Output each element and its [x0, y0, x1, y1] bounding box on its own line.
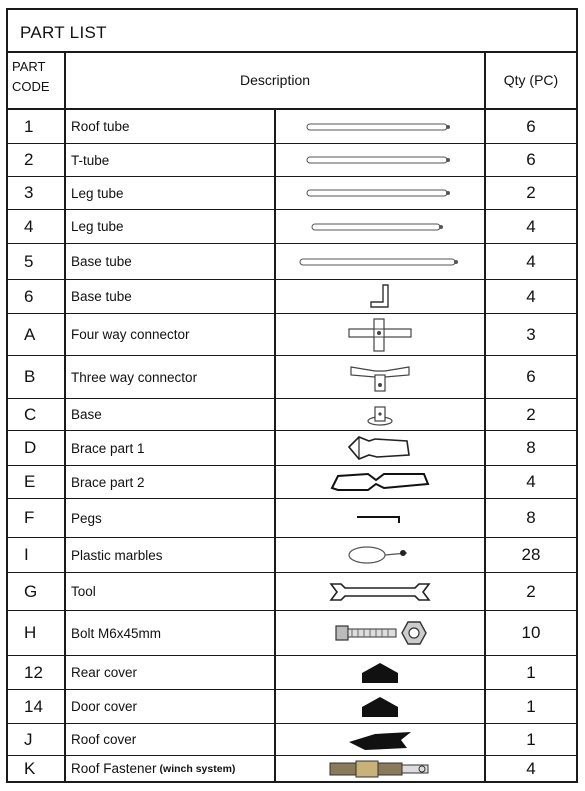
part-description-text: Plastic marbles [71, 547, 163, 563]
part-description-text: Rear cover [71, 665, 138, 680]
part-qty: 4 [526, 251, 536, 271]
part-code: F [8, 499, 66, 537]
part-code: 5 [8, 244, 66, 279]
part-description-text: Bolt M6x45mm [71, 625, 162, 641]
part-code: C [8, 399, 66, 430]
part-description-text: T-tube [71, 152, 110, 168]
part-qty: 4 [526, 216, 536, 236]
bolt-nut-icon [276, 611, 486, 655]
table-row [8, 431, 576, 466]
table-row [8, 399, 576, 431]
door-cover-icon [276, 690, 486, 723]
part-description-text: Leg tube [71, 185, 124, 201]
part-description-text: Base tube [71, 289, 132, 304]
part-description [66, 656, 276, 689]
part-code: 3 [8, 177, 66, 209]
brace-part-2-icon [276, 466, 486, 498]
part-description [66, 499, 276, 537]
part-description-note: (winch system) [159, 762, 236, 775]
base-plate-icon [276, 399, 486, 430]
part-code: H [8, 611, 66, 655]
part-description [66, 399, 276, 430]
table-row [8, 538, 576, 573]
part-description [66, 210, 276, 243]
part-qty: 1 [526, 662, 536, 682]
part-code: A [8, 314, 66, 355]
part-code: I [8, 538, 66, 572]
title-row [8, 10, 576, 53]
part-description [66, 244, 276, 279]
part-qty: 2 [526, 183, 536, 202]
part-code: 1 [8, 110, 66, 143]
part-qty: 1 [526, 729, 536, 749]
part-description-text: Three way connector [71, 369, 198, 385]
four-way-connector-icon [276, 314, 486, 355]
part-qty: 3 [526, 324, 536, 344]
table-row [8, 177, 576, 210]
header-code-line1: PART [12, 59, 46, 74]
part-qty: 1 [526, 696, 536, 716]
part-description [66, 110, 276, 143]
part-code: 14 [8, 690, 66, 723]
marble-cord-icon [276, 538, 486, 572]
rear-cover-icon [276, 656, 486, 689]
table-row [8, 499, 576, 538]
part-qty: 10 [521, 623, 541, 642]
part-description-text: Brace part 1 [71, 440, 145, 456]
part-description [66, 466, 276, 498]
part-code: 4 [8, 210, 66, 243]
part-code: D [8, 431, 66, 465]
part-code: G [8, 573, 66, 610]
part-qty: 8 [526, 508, 536, 527]
part-code: E [8, 466, 66, 498]
three-way-connector-icon [276, 356, 486, 398]
table-row [8, 573, 576, 611]
table-row [8, 466, 576, 499]
long-tube-icon [276, 244, 486, 279]
part-description-text: Roof tube [71, 119, 130, 134]
header-part-code [8, 53, 66, 110]
part-code: K [8, 756, 66, 781]
part-description-text: Leg tube [71, 219, 124, 234]
part-description-text: Pegs [71, 510, 102, 526]
peg-icon [276, 499, 486, 537]
part-qty: 2 [526, 581, 536, 601]
brace-part-1-icon [276, 431, 486, 465]
part-description-text: Four way connector [71, 327, 190, 342]
table-row [8, 724, 576, 756]
part-description [66, 611, 276, 655]
table-row [8, 611, 576, 656]
part-qty: 2 [526, 404, 536, 424]
part-qty: 6 [526, 367, 536, 386]
part-description [66, 431, 276, 465]
part-description [66, 573, 276, 610]
page-title: PART LIST [20, 23, 107, 42]
table-row [8, 110, 576, 144]
part-code: 6 [8, 280, 66, 313]
part-description-text: Roof cover [71, 732, 137, 747]
part-qty: 6 [526, 116, 536, 136]
part-description [66, 314, 276, 355]
table-row [8, 656, 576, 690]
part-qty: 4 [526, 286, 536, 306]
part-description [66, 144, 276, 176]
table-row [8, 356, 576, 399]
part-description [66, 690, 276, 723]
part-qty: 8 [526, 438, 536, 457]
part-description [66, 538, 276, 572]
part-description [66, 280, 276, 313]
part-list-table [6, 8, 578, 783]
header-code-line2: CODE [12, 79, 50, 94]
part-description-text: Roof Fastener [71, 761, 157, 776]
part-description-text: Brace part 2 [71, 474, 145, 490]
part-description-text: Door cover [71, 699, 138, 714]
part-description-text: Base [71, 407, 102, 422]
table-row [8, 756, 576, 781]
part-code: B [8, 356, 66, 398]
part-description [66, 724, 276, 755]
table-row [8, 210, 576, 244]
table-row [8, 244, 576, 280]
part-qty: 28 [521, 545, 541, 564]
wrench-icon [276, 573, 486, 610]
part-qty: 4 [526, 472, 536, 491]
short-tube-icon [276, 210, 486, 243]
part-qty: 4 [526, 758, 536, 778]
table-row [8, 144, 576, 177]
tube-icon [276, 144, 486, 176]
corner-tube-icon [276, 280, 486, 313]
part-code: 2 [8, 144, 66, 176]
winch-fastener-icon [276, 756, 486, 781]
table-row [8, 280, 576, 314]
part-description-text: Base tube [71, 254, 132, 269]
part-description [66, 177, 276, 209]
part-description [66, 356, 276, 398]
part-code: J [8, 724, 66, 755]
tube-icon [276, 110, 486, 143]
roof-cover-icon [276, 724, 486, 755]
part-description-text: Tool [71, 584, 96, 599]
part-description [66, 756, 276, 781]
header-description: Description [66, 53, 486, 110]
tube-icon [276, 177, 486, 209]
table-row [8, 690, 576, 724]
part-qty: 6 [526, 150, 536, 169]
table-row [8, 314, 576, 356]
header-qty: Qty (PC) [486, 53, 576, 110]
part-code: 12 [8, 656, 66, 689]
